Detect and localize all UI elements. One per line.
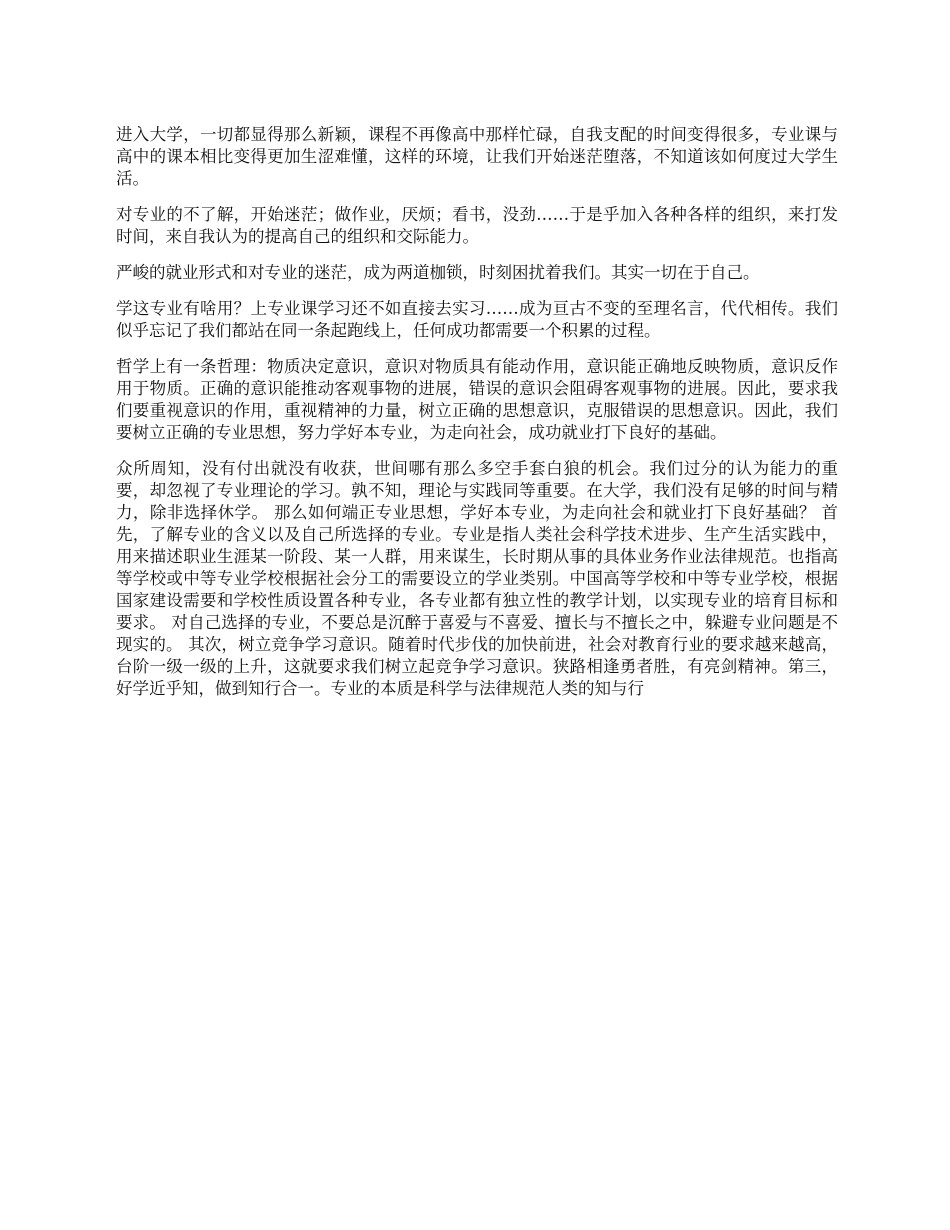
paragraph-3: 严峻的就业形式和对专业的迷茫，成为两道枷锁，时刻困扰着我们。其实一切在于自己。: [116, 263, 760, 282]
paragraph-4: 学这专业有啥用？上专业课学习还不如直接去实习……成为亘古不变的至理名言，代代相传。我们似乎忘记了我们都站在同一条起跑线上，任何成功都需要一个积累的过程。: [116, 299, 838, 340]
paragraph-2: 对专业的不了解，开始迷茫；做作业，厌烦；看书，没劲……于是乎加入各种各样的组织，来打发时间，来自我认为的提高自己的组织和交际能力。: [116, 205, 838, 246]
paragraph-6: 众所周知，没有付出就没有收获，世间哪有那么多空手套白狼的机会。我们过分的认为能力的重要，却忽视了专业理论的学习。孰不知，理论与实践同等重要。在大学，我们没有足够的时间与精力，除非选择休学。 那么如何端正专业思想，学好本专业，为走向社会和就业打下良好基础？ 首先，了解专业的含义以及自己所选择的专业。专业是指人类社会科学技术进步、生产生活实践中，用来描述职业生涯某一阶段、某一人群，用来谋生，长时期从事的具体业务作业法律规范。也指高等学校或中等专业学校根据社会分工的需要设立的学业类别。中国高等学校和中等专业学校，根据国家建设需要和学校性质设置各种专业，各专业都有独立性的教学计划，以实现专业的培育目标和要求。 对自己选择的专业，不要总是沉醉于喜爱与不喜爱、擅长与不擅长之中，躲避专业问题是不现实的。 其次，树立竞争学习意识。随着时代步伐的加快前进，社会对教育行业的要求越来越高，台阶一级一级的上升，这就要求我们树立起竞争学习意识。狭路相逢勇者胜，有亮剑精神。第三，好学近乎知，做到知行合一。专业的本质是科学与法律规范人类的知与行: [116, 459, 838, 698]
paragraph-1: 进入大学，一切都显得那么新颖，课程不再像高中那样忙碌，自我支配的时间变得很多，专业课与高中的课本相比变得更加生涩难懂，这样的环境，让我们开始迷茫堕落，不知道该如何度过大学生活。: [116, 125, 838, 188]
paragraph-5: 哲学上有一条哲理：物质决定意识，意识对物质具有能动作用，意识能正确地反映物质，意识反作用于物质。正确的意识能推动客观事物的进展，错误的意识会阻碍客观事物的进展。因此，要求我们要重视意识的作用，重视精神的力量，树立正确的思想意识，克服错误的思想意识。因此，我们要树立正确的专业思想，努力学好本专业，为走向社会，成功就业打下良好的基础。: [116, 357, 838, 442]
document-body: [116, 124, 838, 714]
